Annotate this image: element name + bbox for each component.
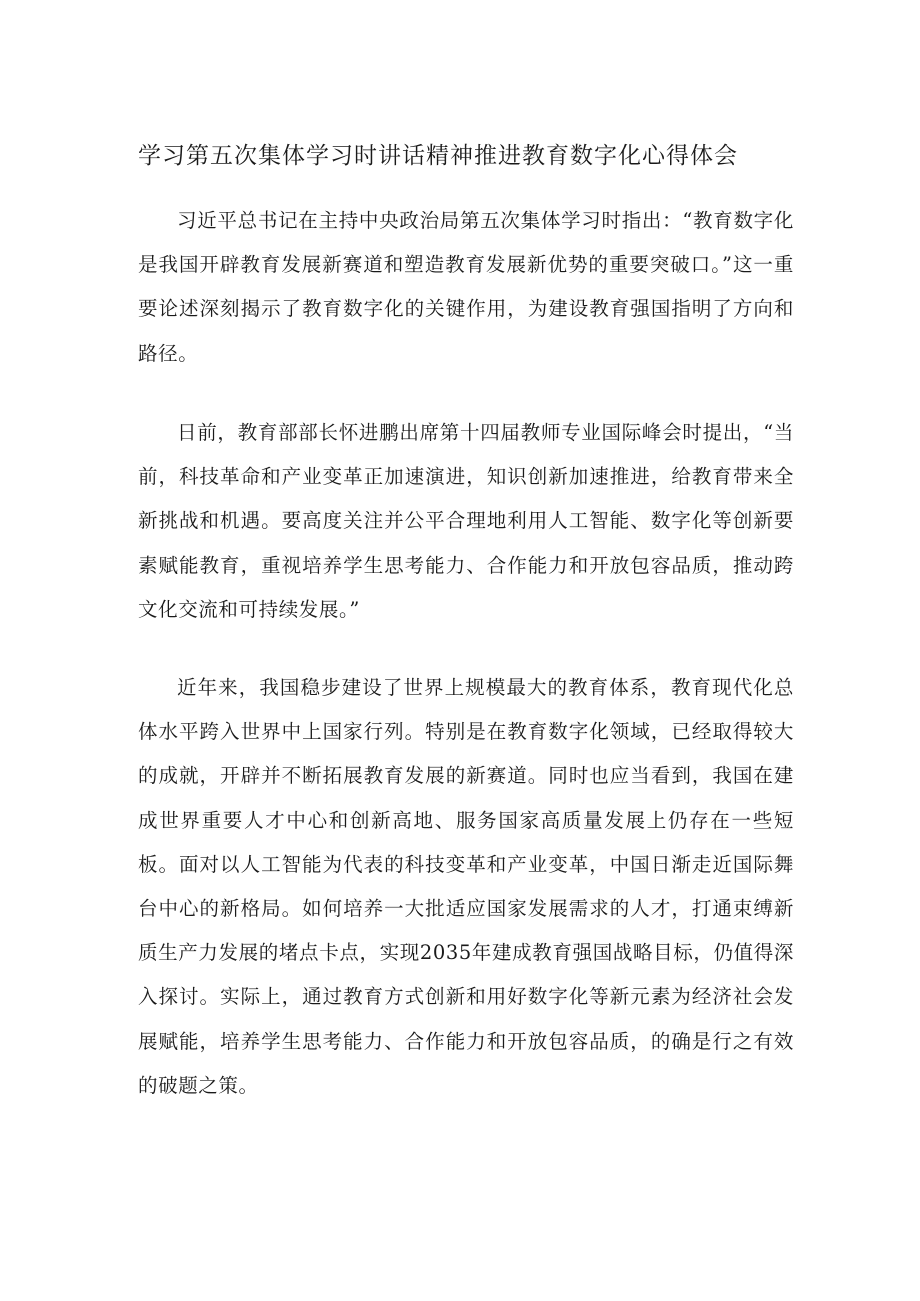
paragraph-2: 日前，教育部部长怀进鹏出席第十四届教师专业国际峰会时提出，“当前，科技革命和产业变革正加速演进，知识创新加速推进，给教育带来全新挑战和机遇。要高度关注并公平合理地利用人工智能、数字化等创新要素赋能教育，重视培养学生思考能力、合作能力和开放包容品质，推动跨文化交流和可持续发展。” [138, 421, 794, 621]
paragraph-3: 近年来，我国稳步建设了世界上规模最大的教育体系，教育现代化总体水平跨入世界中上国家行列。特别是在教育数字化领域，已经取得较大的成就，开辟并不断拓展教育发展的新赛道。同时也应当看到，我国在建成世界重要人才中心和创新高地、服务国家高质量发展上仍存在一些短板。面对以人工智能为代表的科技变革和产业变革，中国日渐走近国际舞台中心的新格局。如何培养一大批适应国家发展需求的人才，打通束缚新质生产力发展的堵点卡点，实现2035年建成教育强国战略目标，仍值得深入探讨。实际上，通过教育方式创新和用好数字化等新元素为经济社会发展赋能，培养学生思考能力、合作能力和开放包容品质，的确是行之有效的破题之策。 [138, 676, 794, 1097]
paragraph-1: 习近平总书记在主持中央政治局第五次集体学习时指出：“教育数字化是我国开辟教育发展新赛道和塑造教育发展新优势的重要突破口。”这一重要论述深刻揭示了教育数字化的关键作用，为建设教育强国指明了方向和路径。 [138, 209, 794, 365]
page-title: 学习第五次集体学习时讲话精神推进教育数字化心得体会 [138, 143, 738, 169]
